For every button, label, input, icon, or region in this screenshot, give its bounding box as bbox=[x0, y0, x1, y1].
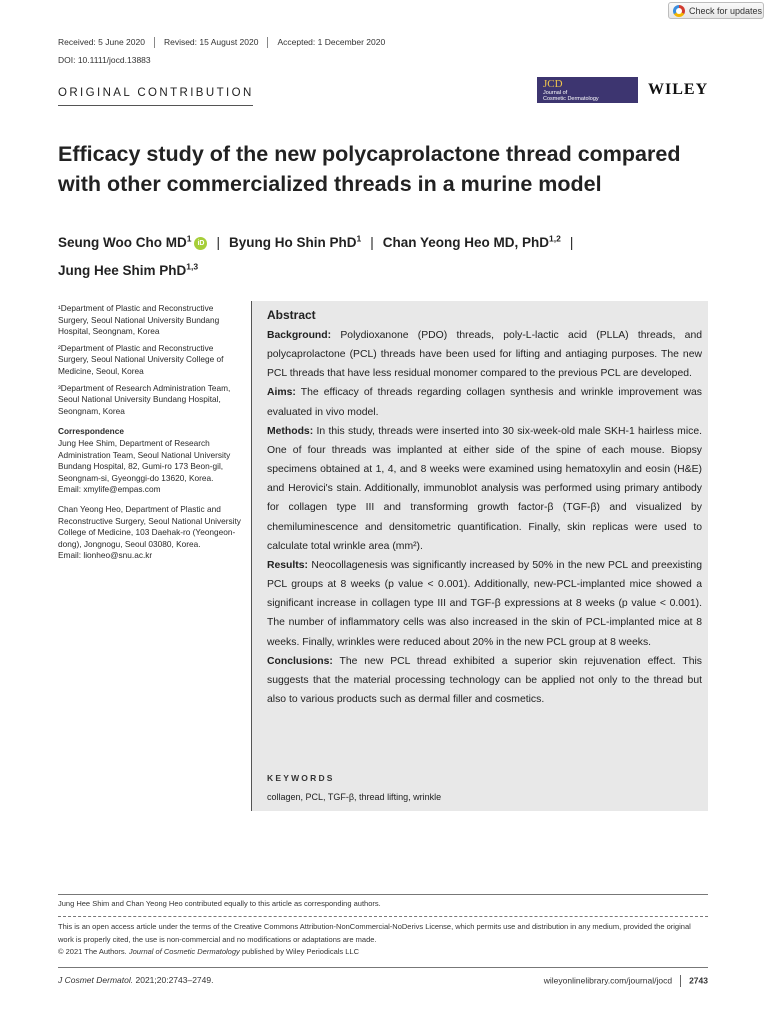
abstract-methods: Methods: In this study, threads were inserted into 30 six-week-old male SKH-1 hairless mice. One of four threads was implanted at either side of the spine of each mouse. Biopsy specimens obtained at 1, 4, and 8 weeks were examined using hematoxylin and eosin (H&E) and Herovici's stain. Additionally, immunoblot analysis was performed using primary antibody for collagen type III and transforming growth factor-β (TGF-β) and visualized by chemiluminescence and densitometric quantification. Finally, skin replicas were used to calculate total wrinkle area (mm²). bbox=[267, 425, 702, 552]
publisher-logo[interactable]: WILEY bbox=[648, 81, 709, 98]
affiliation: ²Department of Plastic and Reconstructive Surgery, Seoul National University College of Medicine, Seoul, Korea bbox=[58, 342, 224, 376]
affiliations-column bbox=[58, 303, 241, 567]
author-list: Seung Woo Cho $MD^1$ iD | Byung Ho Shin PhD$^1$ | Chan Yeong Heo MD, PhD$^{1,2}$ | Jung Hee Shim PhD$^{1,3}$ bbox=[58, 233, 574, 278]
abstract-results: Results: Neocollagenesis was significantly increased by 50% in the new PCL and preexisting PCL groups at 8 weeks (p value < 0.001). Additionally, new-PCL-implanted mice showed a significant increase in collagen type III and TGF-β expressions at 8 weeks (p value < 0.001). The number of inflammatory cells was also increased in the skin of PCL-implanted mice at 8 weeks. Finally, wrinkles were reduced about 20% in the new PCL group at 8 weeks. bbox=[267, 559, 702, 648]
divider bbox=[267, 37, 268, 48]
article-title: Efficacy study of the new polycaprolactone thread compared with other commercialized threads in a murine model bbox=[58, 142, 681, 196]
journal-logo-name: Journal of Cosmetic Dermatology bbox=[543, 90, 599, 102]
footer-rule bbox=[58, 967, 708, 968]
doi[interactable]: DOI: 10.1111/jocd.13883 bbox=[58, 55, 151, 65]
citation: J Cosmet Dermatol. 2021;20:2743–2749. bbox=[58, 975, 214, 985]
abstract-conclusions: Conclusions: The new PCL thread exhibited a superior skin rejuvenation effect. This suggests that the material processing technology can be applied not only to the thread but also to various products such as dermal filler and cosmetics. bbox=[267, 655, 702, 705]
correspondence-email[interactable]: Email: xmylife@empas.com bbox=[58, 484, 161, 495]
orcid-icon[interactable]: iD bbox=[194, 237, 207, 250]
received-date: Received: 5 June 2020 bbox=[58, 37, 145, 47]
journal-logo-abbrev: JCD bbox=[543, 78, 563, 90]
section-label: ORIGINAL CONTRIBUTION bbox=[58, 87, 254, 99]
check-for-updates-label: Check for updates bbox=[689, 6, 763, 16]
abstract-background: Background: Polydioxanone (PDO) threads, poly-L-lactic acid (PLLA) threads, and polycaprolactone (PCL) threads have been used for lifting and antiaging purposes. The new PCL threads that have less residual monomer compared to the previous PCL are developed. bbox=[267, 330, 703, 380]
footnote-rule bbox=[58, 894, 708, 895]
journal-url[interactable]: wileyonlinelibrary.com/journal/jocd bbox=[543, 975, 673, 986]
crossmark-icon bbox=[673, 5, 685, 17]
abstract-aims: Aims: The efficacy of threads regarding collagen synthesis and wrinkle improvement was evaluated in vivo model. bbox=[267, 387, 702, 418]
revised-date: Revised: 15 August 2020 bbox=[163, 37, 259, 47]
abstract-heading: Abstract bbox=[267, 308, 316, 322]
correspondence-address: Chan Yeong Heo, Department of Plastic and Reconstructive Surgery, Seoul National University College of Medicine, 103 Daehak-ro (Yeongeon-dong), Jongnogu, Seoul 03080, Korea. bbox=[58, 503, 241, 549]
footer-right bbox=[544, 975, 708, 987]
abstract-box bbox=[251, 301, 708, 811]
accepted-date: Accepted: 1 December 2020 bbox=[277, 37, 386, 47]
affiliation: ¹Department of Plastic and Reconstructive Surgery, Seoul National University Bundang Hospital, Seongnam, Korea bbox=[58, 303, 220, 337]
footnote-divider bbox=[58, 916, 708, 917]
equal-contribution-note: Jung Hee Shim and Chan Yeong Heo contributed equally to this article as corresponding authors. bbox=[58, 899, 381, 908]
article-dates bbox=[58, 37, 385, 48]
page-number: 2743 bbox=[689, 975, 708, 986]
author[interactable]: Chan Yeong Heo MD, PhD$^{1,2}$ bbox=[382, 233, 561, 250]
correspondence-heading: Correspondence bbox=[58, 426, 124, 437]
section-underline bbox=[58, 105, 253, 106]
keywords: collagen, PCL, TGF-β, thread lifting, wrinkle bbox=[267, 792, 442, 802]
correspondence-email[interactable]: Email: lionheo@snu.ac.kr bbox=[58, 550, 153, 561]
author[interactable]: Seung Woo Cho $MD^1$ bbox=[58, 233, 192, 250]
affiliation: ³Department of Research Administration Team, Seoul National University Bundang Hospital, Seongnam, Korea bbox=[58, 382, 231, 416]
keywords-heading: KEYWORDS bbox=[267, 773, 335, 783]
license-note: This is an open access article under the terms of the Creative Commons Attribution-NonCommercial-NoDerivs License, which permits use and distribution in any medium, provided the original work is properly cited, the use is non-commercial and no modifications or adaptations are made. © 2021 The Authors. Journal of Cosmetic Dermatology published by Wiley Periodicals LLC bbox=[58, 922, 691, 956]
author[interactable]: Byung Ho Shin PhD$^1$ bbox=[228, 233, 362, 250]
author[interactable]: Jung Hee Shim PhD$^{1,3}$ bbox=[58, 261, 199, 278]
correspondence-address: Jung Hee Shim, Department of Research Administration Team, Seoul National University Bundang Hospital, 82, Gumi-ro 173 Beon-gil, Seongnam-si, Gyeonggi-do 13620, Korea. bbox=[58, 437, 231, 483]
journal-logo[interactable] bbox=[537, 77, 638, 103]
check-for-updates-button[interactable] bbox=[668, 2, 764, 19]
divider bbox=[154, 37, 155, 48]
